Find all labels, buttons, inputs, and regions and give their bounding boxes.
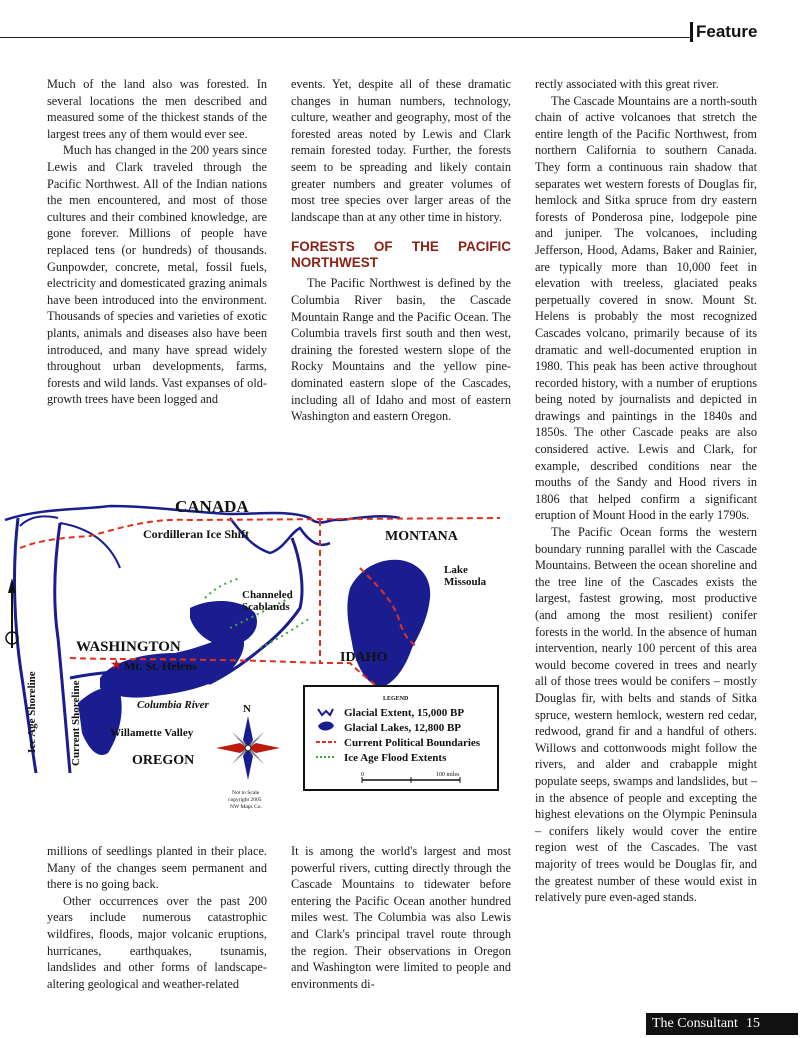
legend-item: Glacial Extent, 15,000 BP (344, 707, 465, 719)
paragraph: rectly associated with this great river. (535, 77, 719, 91)
page-footer (646, 1013, 798, 1035)
label-st-helens: Mt. St. Helens (124, 659, 197, 673)
label-willamette: Willamette Valley (110, 727, 194, 739)
legend-item: Glacial Lakes, 12,800 BP (344, 722, 462, 734)
paragraph: The Pacific Northwest is defined by the Columbia River basin, the Cascade Mountain Range and the Pacific Ocean. The Columbia travels first south and then west, draining the forested western slope of the Rocky Mountains and the yellow pine-dominated eastern slope of the Cascades, including all of Idaho and most of eastern Washington and eastern Oregon. (291, 276, 511, 424)
label-washington: WASHINGTON (76, 639, 181, 655)
paragraph: Much of the land also was forested. In several locations the men described and measured some of the thickest stands of the largest trees any of them would ever see. (47, 77, 267, 141)
map-illustration (0, 448, 524, 831)
label-canada: CANADA (175, 497, 249, 516)
volcano-star-icon: ★ (110, 658, 123, 673)
header-rule (0, 37, 690, 38)
section-heading: FORESTS OF THE PACIFIC NORTHWEST (291, 239, 511, 271)
column-1-bottom (47, 843, 267, 992)
column-3 (535, 76, 757, 906)
label-scablands: Scablands (242, 601, 290, 613)
paragraph: The Cascade Mountains are a north-south chain of active volcanoes that stretch the entire length of the Pacific Northwest, from northern California to southern Canada. They form a continuous rain shadow that separates wet western forests of Douglas fir, hemlock and Sitka spruce from dry eastern forests of Ponderosa pine, lodgepole pine and juniper. The volcanoes, including Jefferson, Hood, Adams, Baker and Rainier, are typically more than 10,000 feet in elevation with treeless, glaciated peaks perpetually covered in snow. Mount St. Helens is probably the most recognized Cascades volcano, primarily because of its dramatic and well-documented eruption in 1980. This peak has been active throughout recorded history, with a number of eruptions being noted by journalists and depicted in drawings and paintings in the 1840s and 1850s. The other Cascade peaks are also considered active. Lewis and Clark, for example, described conditions near the mouths of the Sandy and Hood rivers in 1806 that helped confirm a significant eruption of Mount Hood in the early 1790s. (535, 93, 757, 523)
label-lake: Lake (444, 564, 468, 576)
ice-age-map (0, 448, 524, 831)
paragraph: Much has changed in the 200 years since Lewis and Clark traveled through the Pacific Northwest. All of the Indian nations the men encountered, and most of those cultures and their combined knowledge, are gone forever. Millions of people have replaced tens (or hundreds) of thousands. Gunpowder, concrete, metal, fossil fuels, electricity and domesticated grazing animals have been introduced into the environment. Thousands of species and varieties of exotic plants, animals and diseases also have been introduced, and many have spread widely throughout urban developments, farms, forests and wild lands. Vast expanses of old-growth trees have been logged and (47, 143, 267, 407)
label-ice-age-shoreline: Ice Age Shoreline (26, 671, 38, 753)
label-missoula: Missoula (444, 576, 487, 588)
legend-title: LEGEND (383, 696, 409, 702)
paragraph: events. Yet, despite all of these dramatic changes in human numbers, technology, culture, weather and geography, most of the forested areas noted by Lewis and Clark remain forested today. Further, the forests seem to be spreading and likely contain greater numbers and greater volumes of most tree species over larger areas of the landscape than at any other time in history. (291, 77, 511, 224)
compass-n-label: N (243, 703, 251, 715)
label-columbia-river: Columbia River (137, 699, 209, 711)
label-cordilleran: Cordilleran Ice Shift (143, 527, 249, 541)
scale-start: 0 (361, 772, 364, 778)
legend-item: Current Political Boundaries (344, 737, 481, 749)
paragraph: The Pacific Ocean forms the western boundary running parallel with the Cascade Mountains. Between the ocean shoreline and the tree line of the Cascades exists the largest, fastest growing, most productive (and among the most resilient) conifer forests in the world. In the absence of human intervention, nearly 100 percent of this area would become covered in trees and nearly all of those trees would be conifers – mostly Douglas fir, with belts and stands of Sitka spruce, western hemlock, western red cedar, redwood, grand fir and a handful of others. Willows and cottonwoods might follow the rivers, and alder and crabapple might populate seeps, swamps and landslides, but – in the absence of people and excepting the highest elevations on the Olympic Peninsula – conifers likely would cover the entire region west of the Cascades. The vast majority of trees would be Douglas fir, and the greatest number of these would exist in relatively pure even-aged stands. (535, 525, 757, 905)
not-to-scale: Not to Scale (232, 790, 260, 796)
magazine-name: The Consultant (652, 1016, 738, 1031)
paragraph: Other occurrences over the past 200 years include numerous catastrophic wildfires, floods, major volcanic eruptions, hurricanes, earthquakes, tsunamis, landslides and other forms of landscape-altering geological and weather-related (47, 893, 267, 991)
map-legend (304, 686, 498, 790)
column-2-bottom (291, 843, 511, 992)
scale-end: 100 miles (436, 772, 460, 778)
page-number: 15 (745, 1016, 760, 1031)
section-label: Feature (690, 22, 757, 42)
paragraph: millions of seedlings planted in their place. Many of the changes seem permanent and there is no going back. (47, 844, 267, 892)
map-copyright: copyright 2005 (228, 797, 262, 803)
column-1 (47, 76, 267, 408)
label-idaho: IDAHO (340, 650, 388, 665)
label-oregon: OREGON (132, 753, 195, 768)
map-maker: NW Maps Co. (230, 804, 262, 810)
legend-item: Ice Age Flood Extents (344, 752, 447, 764)
label-current-shoreline: Current Shoreline (70, 680, 82, 766)
paragraph: It is among the world's largest and most powerful rivers, cutting directly through the Cascade Mountains to tidewater before entering the Pacific Ocean another hundred miles west. The Columbia was also Lewis and Clark's principal travel route through the region. Their observations in Oregon and Washington were limited to people and environments di- (291, 844, 511, 991)
label-montana: MONTANA (385, 529, 458, 544)
label-channeled: Channeled (242, 589, 293, 601)
column-2 (291, 76, 511, 425)
